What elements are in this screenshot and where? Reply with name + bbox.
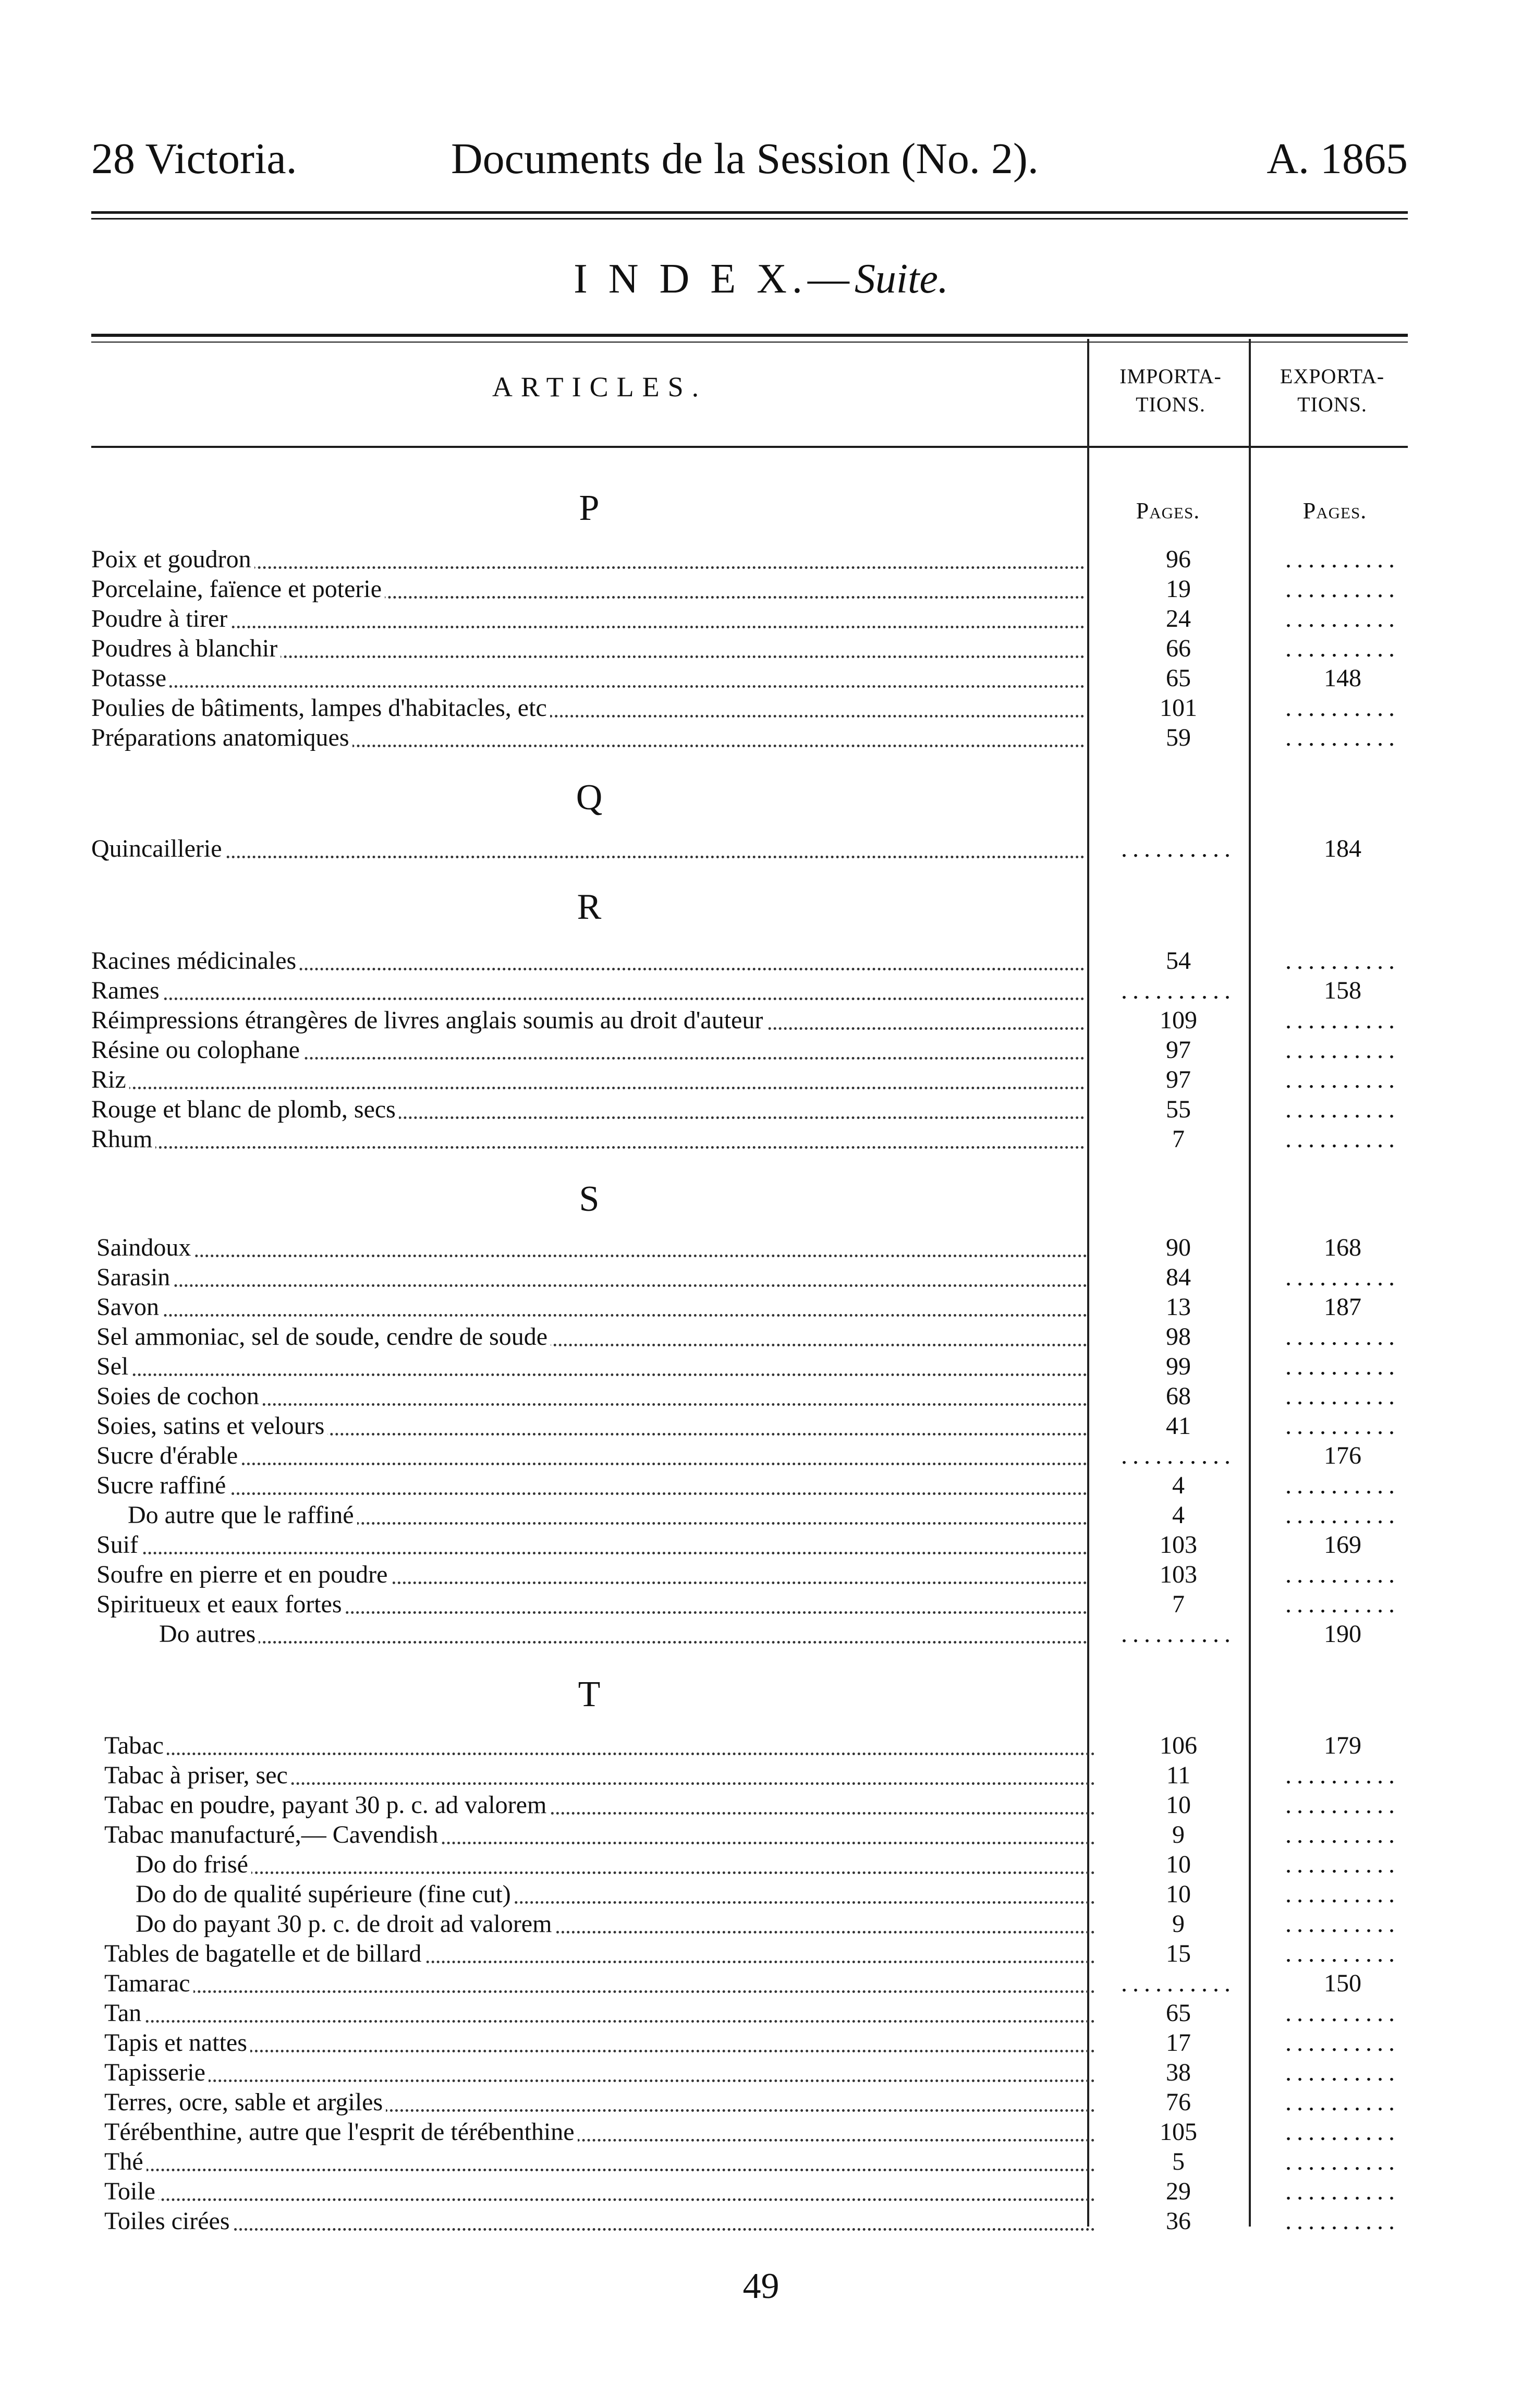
article-label: Terres, ocre, sable et argiles (104, 2088, 386, 2116)
article-name (104, 1820, 1095, 1850)
index-row (0, 2028, 1522, 2058)
article-name (96, 1412, 1087, 1441)
article-name (104, 2058, 1095, 2087)
article-label: Préparations anatomiques (91, 724, 352, 751)
exportations-page: .......... (1285, 1791, 1400, 1819)
index-row (0, 1263, 1522, 1292)
article-name (104, 2147, 1095, 2176)
article-name (91, 1095, 1085, 1124)
index-row (0, 1820, 1522, 1850)
article-label: Racines médicinales (91, 947, 299, 975)
article-label: Spiritueux et eaux fortes (96, 1590, 345, 1618)
importations-page: 29 (1166, 2178, 1191, 2205)
index-row (0, 1036, 1522, 1065)
article-label: Poudres à blanchir (91, 635, 281, 662)
index-row (0, 1969, 1522, 1998)
exportations-page: .......... (1285, 1412, 1400, 1440)
section-letter-p: P (579, 488, 600, 528)
importations-page: 106 (1160, 1732, 1197, 1759)
exportations-page: 150 (1324, 1969, 1361, 1997)
exportations-page: .......... (1285, 2118, 1400, 2146)
dot-leader (96, 1373, 1087, 1376)
article-label: Tabac en poudre, payant 30 p. c. ad valorem (104, 1791, 550, 1819)
table-rule-top (91, 334, 1408, 337)
importations-page: 13 (1166, 1293, 1191, 1321)
index-row (0, 1791, 1522, 1820)
article-label: Sucre raffiné (96, 1471, 229, 1499)
article-name (104, 1969, 1095, 1998)
exportations-page: .......... (1285, 1910, 1400, 1938)
index-row (0, 1880, 1522, 1909)
pages-label-exportations: Pages. (1302, 498, 1367, 524)
dot-leader (104, 2169, 1095, 2171)
index-row (0, 604, 1522, 634)
index-row (0, 1065, 1522, 1094)
index-row (0, 1293, 1522, 1322)
article-name (91, 694, 1085, 723)
dot-leader (104, 2020, 1095, 2023)
article-label: Tabac à priser, sec (104, 1761, 291, 1789)
article-label: Do autres (159, 1620, 259, 1648)
article-name (96, 1530, 1087, 1560)
article-name (91, 1125, 1085, 1154)
exportations-page: 169 (1324, 1531, 1361, 1559)
index-row (0, 723, 1522, 752)
exportations-page: .......... (1285, 1821, 1400, 1848)
article-label: Do do de qualité supérieure (fine cut) (136, 1880, 514, 1908)
importations-page: 41 (1166, 1412, 1191, 1440)
importations-page: 96 (1166, 545, 1191, 573)
dot-leader (91, 1087, 1085, 1089)
importations-page: 65 (1166, 664, 1191, 692)
index-row (0, 1441, 1522, 1470)
article-name (91, 723, 1085, 752)
section-letter-t: T (578, 1674, 601, 1714)
dot-leader (96, 1284, 1087, 1287)
article-name (91, 634, 1085, 663)
running-head (91, 130, 1408, 188)
index-row (0, 2058, 1522, 2087)
exportations-page: .......... (1285, 694, 1400, 722)
exportations-page: .......... (1285, 724, 1400, 751)
header-rule-bottom (91, 218, 1408, 220)
table-header-rule (91, 446, 1408, 448)
column-header-importations-line1: IMPORTA- (1119, 364, 1222, 388)
importations-page: 99 (1166, 1353, 1191, 1380)
importations-page: .......... (1121, 1620, 1236, 1648)
index-row (0, 1850, 1522, 1879)
article-name (104, 1761, 1095, 1790)
importations-page: 10 (1166, 1880, 1191, 1908)
article-name (104, 2118, 1095, 2147)
index-row (0, 976, 1522, 1005)
index-row (0, 1731, 1522, 1760)
article-name (91, 976, 1085, 1005)
importations-page: 65 (1166, 1999, 1191, 2027)
article-name (136, 1910, 1095, 1939)
article-label: Thé (104, 2148, 147, 2175)
index-title (0, 253, 1522, 305)
exportations-page: .......... (1285, 2088, 1400, 2116)
index-row (0, 1095, 1522, 1124)
importations-page: 7 (1172, 1590, 1185, 1618)
exportations-page: .......... (1285, 947, 1400, 975)
article-name (91, 1065, 1085, 1094)
dot-leader (104, 1753, 1095, 1755)
column-header-importations-line2: TIONS. (1136, 393, 1206, 416)
exportations-page: 187 (1324, 1293, 1361, 1321)
section-letter-s: S (579, 1179, 600, 1219)
importations-page: 97 (1166, 1036, 1191, 1064)
dot-leader (159, 1641, 1087, 1644)
importations-page: 38 (1166, 2059, 1191, 2086)
index-row (0, 1006, 1522, 1035)
exportations-page: 190 (1324, 1620, 1361, 1648)
dot-leader (91, 856, 1085, 858)
article-name (96, 1263, 1087, 1292)
article-name (104, 2207, 1095, 2236)
article-label: Soufre en pierre et en poudre (96, 1561, 391, 1588)
header-title: Documents de la Session (No. 2). (451, 135, 1039, 183)
article-name (104, 1999, 1095, 2028)
article-name (128, 1501, 1087, 1530)
index-title-main: I N D E X.— (574, 256, 855, 302)
dot-leader (96, 1255, 1087, 1257)
header-rule-top (91, 211, 1408, 214)
article-label: Tapis et nattes (104, 2029, 250, 2057)
article-name (91, 1036, 1085, 1065)
exportations-page: 176 (1324, 1442, 1361, 1469)
article-name (96, 1293, 1087, 1322)
dot-leader (96, 1463, 1087, 1465)
index-row (0, 545, 1522, 574)
article-label: Résine ou colophane (91, 1036, 303, 1064)
importations-page: 36 (1166, 2207, 1191, 2235)
article-name (96, 1352, 1087, 1381)
article-label: Tamarac (104, 1969, 193, 1997)
article-label: Potasse (91, 664, 169, 692)
dot-leader (91, 626, 1085, 628)
index-row (0, 946, 1522, 976)
article-label: Tabac manufacturé,— Cavendish (104, 1821, 441, 1848)
article-name (96, 1322, 1087, 1352)
dot-leader (91, 685, 1085, 688)
importations-page: 84 (1166, 1263, 1191, 1291)
dot-leader (96, 1492, 1087, 1495)
header-year: A. 1865 (1267, 135, 1408, 183)
index-row (0, 2088, 1522, 2117)
article-name (96, 1471, 1087, 1500)
article-label: Tables de bagatelle et de billard (104, 1940, 424, 1967)
dot-leader (96, 1552, 1087, 1554)
exportations-page: .......... (1285, 1880, 1400, 1908)
index-row (0, 2118, 1522, 2147)
importations-page: 10 (1166, 1791, 1191, 1819)
importations-page: 103 (1160, 1561, 1197, 1588)
exportations-page: .......... (1285, 1940, 1400, 1967)
index-row (0, 1501, 1522, 1530)
importations-page: 17 (1166, 2029, 1191, 2057)
importations-page: 101 (1160, 694, 1197, 722)
importations-page: 9 (1172, 1910, 1185, 1938)
exportations-page: .......... (1285, 2207, 1400, 2235)
importations-page: 5 (1172, 2148, 1185, 2175)
section-letter-r: R (577, 887, 602, 927)
exportations-page: .......... (1285, 545, 1400, 573)
dot-leader (136, 1871, 1095, 1874)
index-row (0, 1125, 1522, 1154)
column-header-exportations-line2: TIONS. (1297, 393, 1367, 416)
article-name (91, 834, 1085, 864)
index-row (0, 1761, 1522, 1790)
article-label: Poix et goudron (91, 545, 254, 573)
index-row (0, 1352, 1522, 1381)
article-label: Sucre d'érable (96, 1442, 241, 1469)
article-label: Sel (96, 1353, 131, 1380)
dot-leader (104, 2079, 1095, 2082)
article-label: Toiles cirées (104, 2207, 233, 2235)
pages-label-importations: Pages. (1136, 498, 1200, 524)
article-label: Do do frisé (136, 1851, 251, 1878)
exportations-page: 158 (1324, 977, 1361, 1004)
exportations-page: .......... (1285, 1323, 1400, 1351)
article-label: Sel ammoniac, sel de soude, cendre de soude (96, 1323, 551, 1351)
article-label: Quincaillerie (91, 835, 225, 862)
article-label: Toile (104, 2178, 159, 2205)
index-row (0, 1233, 1522, 1262)
importations-page: 54 (1166, 947, 1191, 975)
article-name (96, 1560, 1087, 1589)
section-letter-q: Q (576, 777, 603, 818)
page-number: 49 (742, 2266, 780, 2306)
article-label: Soies de cochon (96, 1382, 262, 1410)
index-row (0, 1412, 1522, 1441)
importations-page: 24 (1166, 605, 1191, 633)
article-label: Rhum (91, 1125, 155, 1153)
index-row (0, 1999, 1522, 2028)
importations-page: 76 (1166, 2088, 1191, 2116)
index-row (0, 834, 1522, 864)
importations-page: 7 (1172, 1125, 1185, 1153)
importations-page: 10 (1166, 1851, 1191, 1878)
exportations-page: 184 (1324, 835, 1361, 862)
index-row (0, 2177, 1522, 2206)
index-row (0, 575, 1522, 604)
article-label: Tabac (104, 1732, 167, 1759)
article-label: Soies, satins et velours (96, 1412, 327, 1440)
article-name (104, 2088, 1095, 2117)
exportations-page: .......... (1285, 1036, 1400, 1064)
importations-page: .......... (1121, 977, 1236, 1004)
dot-leader (96, 1314, 1087, 1317)
importations-page: .......... (1121, 835, 1236, 862)
dot-leader (104, 2050, 1095, 2052)
article-label: Suif (96, 1531, 141, 1559)
article-name (159, 1620, 1087, 1649)
index-title-suite: Suite. (854, 256, 948, 302)
header-regnal-year: 28 Victoria. (91, 135, 297, 183)
importations-page: 19 (1166, 575, 1191, 603)
article-name (104, 1939, 1095, 1968)
exportations-page: .......... (1285, 1501, 1400, 1529)
article-name (96, 1382, 1087, 1411)
importations-page: 4 (1172, 1501, 1185, 1529)
article-label: Tan (104, 1999, 144, 2027)
index-row (0, 1530, 1522, 1560)
exportations-page: 168 (1324, 1234, 1361, 1261)
article-label: Saindoux (96, 1234, 194, 1261)
dot-leader (91, 1146, 1085, 1149)
article-label: Rames (91, 977, 163, 1004)
article-label: Térébenthine, autre que l'esprit de térébenthine (104, 2118, 578, 2146)
importations-page: .......... (1121, 1969, 1236, 1997)
index-row (0, 1910, 1522, 1939)
exportations-page: .......... (1285, 1125, 1400, 1153)
exportations-page: .......... (1285, 605, 1400, 633)
index-row (0, 634, 1522, 663)
article-label: Réimpressions étrangères de livres anglais soumis au droit d'auteur (91, 1006, 766, 1034)
exportations-page: .......... (1285, 1471, 1400, 1499)
index-row (0, 1939, 1522, 1968)
article-label: Poulies de bâtiments, lampes d'habitacles, etc (91, 694, 550, 722)
importations-page: 59 (1166, 724, 1191, 751)
exportations-page: .......... (1285, 1999, 1400, 2027)
article-name (91, 664, 1085, 693)
article-name (91, 575, 1085, 604)
exportations-page: .......... (1285, 1590, 1400, 1618)
exportations-page: .......... (1285, 575, 1400, 603)
importations-page: 55 (1166, 1096, 1191, 1123)
article-name (96, 1233, 1087, 1262)
importations-page: 105 (1160, 2118, 1197, 2146)
dot-leader (91, 998, 1085, 1000)
article-name (136, 1850, 1095, 1879)
importations-page: 103 (1160, 1531, 1197, 1559)
exportations-page: .......... (1285, 1761, 1400, 1789)
exportations-page: .......... (1285, 1066, 1400, 1093)
index-row (0, 694, 1522, 723)
exportations-page: .......... (1285, 1263, 1400, 1291)
column-header-articles: ARTICLES. (492, 371, 708, 403)
importations-page: 90 (1166, 1234, 1191, 1261)
exportations-page: 148 (1324, 664, 1361, 692)
article-name (104, 2028, 1095, 2058)
importations-page: 4 (1172, 1471, 1185, 1499)
article-name (91, 946, 1085, 976)
dot-leader (104, 1990, 1095, 1993)
column-header-exportations-line1: EXPORTA- (1280, 364, 1385, 388)
index-row (0, 664, 1522, 693)
column-header-importations (1090, 362, 1251, 419)
exportations-page: .......... (1285, 1851, 1400, 1878)
article-label: Porcelaine, faïence et poterie (91, 575, 385, 603)
column-header-exportations (1251, 362, 1413, 419)
article-label: Poudre à tirer (91, 605, 230, 633)
index-row (0, 1322, 1522, 1352)
importations-page: 68 (1166, 1382, 1191, 1410)
index-row (0, 1590, 1522, 1619)
exportations-page: .......... (1285, 1561, 1400, 1588)
article-label: Do autre que le raffiné (128, 1501, 357, 1529)
exportations-page: 179 (1324, 1732, 1361, 1759)
article-name (104, 1791, 1095, 1820)
index-row (0, 1471, 1522, 1500)
exportations-page: .......... (1285, 1096, 1400, 1123)
exportations-page: .......... (1285, 1006, 1400, 1034)
index-row (0, 2207, 1522, 2236)
exportations-page: .......... (1285, 2059, 1400, 2086)
dot-leader (104, 2198, 1095, 2201)
importations-page: 9 (1172, 1821, 1185, 1848)
exportations-page: .......... (1285, 2029, 1400, 2057)
importations-page: 66 (1166, 635, 1191, 662)
exportations-page: .......... (1285, 2178, 1400, 2205)
article-name (91, 604, 1085, 634)
exportations-page: .......... (1285, 1353, 1400, 1380)
article-name (104, 1731, 1095, 1760)
article-label: Do do payant 30 p. c. de droit ad valorem (136, 1910, 555, 1938)
importations-page: .......... (1121, 1442, 1236, 1469)
article-name (104, 2177, 1095, 2206)
exportations-page: .......... (1285, 2148, 1400, 2175)
exportations-page: .......... (1285, 1382, 1400, 1410)
index-row (0, 1382, 1522, 1411)
importations-page: 98 (1166, 1323, 1191, 1351)
exportations-page: .......... (1285, 635, 1400, 662)
article-label: Riz (91, 1066, 129, 1093)
article-label: Rouge et blanc de plomb, secs (91, 1096, 399, 1123)
article-label: Savon (96, 1293, 162, 1321)
article-label: Sarasin (96, 1263, 173, 1291)
importations-page: 97 (1166, 1066, 1191, 1093)
article-label: Tapisserie (104, 2059, 209, 2086)
article-name (96, 1441, 1087, 1470)
dot-leader (104, 2228, 1095, 2231)
article-name (136, 1880, 1095, 1909)
index-row (0, 2147, 1522, 2176)
article-name (91, 545, 1085, 574)
importations-page: 15 (1166, 1940, 1191, 1967)
index-row (0, 1620, 1522, 1649)
index-row (0, 1560, 1522, 1589)
article-name (96, 1590, 1087, 1619)
article-name (91, 1006, 1085, 1035)
table-rule-top-thin (91, 342, 1408, 343)
importations-page: 11 (1166, 1761, 1191, 1789)
importations-page: 109 (1160, 1006, 1197, 1034)
